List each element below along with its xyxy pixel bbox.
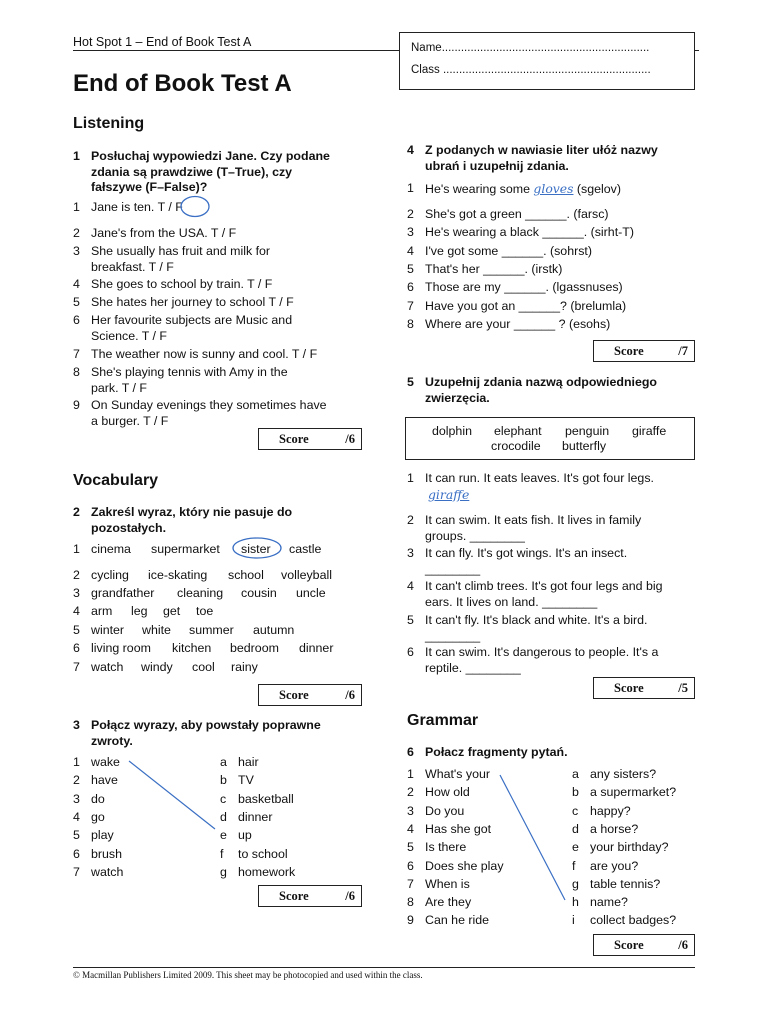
- score-box-1[interactable]: Score /6: [258, 428, 362, 450]
- word-bank-item: crocodile: [491, 439, 541, 453]
- score-box-6[interactable]: Score /6: [593, 934, 695, 956]
- match-line: [500, 775, 565, 900]
- section-grammar: Grammar: [407, 712, 479, 729]
- score-box-3[interactable]: Score /6: [258, 885, 362, 907]
- name-field[interactable]: Name.................................................................: [411, 42, 650, 54]
- answer-circle: [181, 197, 209, 217]
- score-box-2[interactable]: Score /6: [258, 684, 362, 706]
- footer-rule: [73, 967, 695, 968]
- running-title: Hot Spot 1 – End of Book Test A: [73, 35, 252, 49]
- page-title: End of Book Test A: [73, 70, 292, 97]
- class-field[interactable]: Class .................................................................: [411, 64, 651, 76]
- score-box-5[interactable]: Score /5: [593, 677, 695, 699]
- word-bank-item: penguin: [565, 424, 610, 438]
- word-bank-item: giraffe: [632, 424, 667, 438]
- score-box-4[interactable]: Score /7: [593, 340, 695, 362]
- word-bank-item: butterfly: [562, 439, 607, 453]
- section-listening: Listening: [73, 115, 145, 132]
- match-line: [129, 761, 215, 829]
- word-bank-item: elephant: [494, 424, 542, 438]
- q6-right-column: a any sisters? b a supermarket? c happy? d a horse? e your birthday? f are you? g table tennis? h name? i collect badges?: [572, 767, 677, 928]
- q6-left-column: 1 What's your 2 How old 3 Do you 4 Has she got 5 Is there 6 Does she play 7 When is 8 Are they 9 Can he ride: [407, 767, 504, 928]
- q3-left-column: 1 wake 2 have 3 do 4 go 5 play 6 brush 7 watch: [73, 755, 124, 879]
- answer-circle: [233, 538, 281, 558]
- section-vocabulary: Vocabulary: [73, 472, 159, 489]
- footer-copyright: © Macmillan Publishers Limited 2009. This sheet may be photocopied and used within the class.: [73, 970, 423, 980]
- q3-right-column: a hair b TV c basketball d dinner e up f to school g homework: [220, 755, 296, 879]
- handwritten-answer: giraffe: [428, 487, 470, 502]
- handwritten-answer: gloves: [533, 181, 574, 196]
- word-bank-item: dolphin: [432, 424, 472, 438]
